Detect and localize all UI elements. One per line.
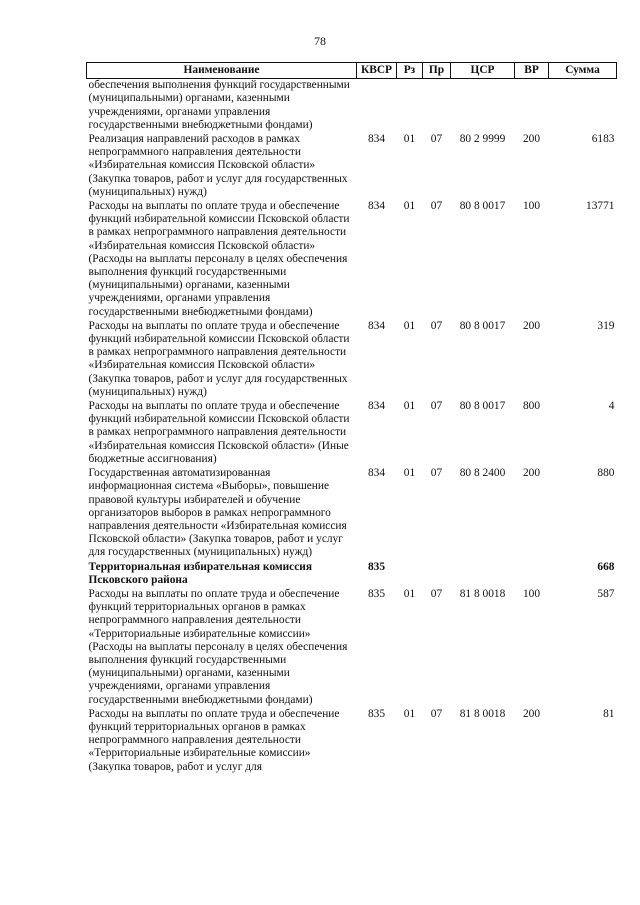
cell-pr xyxy=(423,561,451,588)
cell-sum: 4 xyxy=(608,400,615,413)
cell-csr xyxy=(451,561,515,588)
cell-pr xyxy=(423,79,451,133)
cell-name: Реализация направлений расходов в рамках непрограммного направления деятельности «Избирательная комиссия Псковской области» (Закупка товаров, работ и услуг для государственных (муниципальных) нужд) xyxy=(88,133,348,198)
cell-sum: 81 xyxy=(603,707,615,720)
table-row xyxy=(87,400,617,467)
cell-name: Расходы на выплаты по оплате труда и обеспечение функций территориальных органов в рамках непрограммного направления деятельности «Территориальные избирательные комиссии» (Расходы на выплаты персоналу в целях обеспечения выполнения функций государственными (муниципальными) органами, казенными учреждениями, органами управления государственными внебюджетными фондами) xyxy=(88,587,348,706)
cell-sum: 587 xyxy=(597,587,615,600)
cell-csr: 80 2 9999 xyxy=(459,133,506,146)
cell-sum: 668 xyxy=(597,560,615,573)
table-body xyxy=(87,79,617,775)
cell-name: обеспечения выполнения функций государственными (муниципальными) органами, казенными учреждениями, органами управления государственными внебюджетными фондами) xyxy=(88,79,350,131)
cell-sum: 880 xyxy=(597,467,615,480)
cell-kvsr: 834 xyxy=(367,200,386,213)
cell-rz: 01 xyxy=(403,319,416,332)
cell-sum xyxy=(549,79,617,133)
table-row xyxy=(87,79,617,133)
cell-rz: 01 xyxy=(403,133,416,146)
cell-rz: 01 xyxy=(403,400,416,413)
header-vr: ВР xyxy=(515,63,549,79)
table-row xyxy=(87,200,617,320)
cell-rz xyxy=(397,79,423,133)
cell-vr xyxy=(515,79,549,133)
cell-kvsr: 834 xyxy=(367,133,386,146)
header-kvsr: КВСР xyxy=(357,63,397,79)
cell-csr: 80 8 2400 xyxy=(459,467,506,480)
cell-sum: 13771 xyxy=(586,200,615,213)
table-header-row xyxy=(87,63,617,79)
cell-csr: 80 8 0017 xyxy=(459,200,506,213)
cell-pr: 07 xyxy=(430,200,443,213)
cell-rz xyxy=(397,561,423,588)
cell-vr: 100 xyxy=(522,587,541,600)
table-row xyxy=(87,467,617,560)
cell-sum: 319 xyxy=(597,319,615,332)
cell-name: Расходы на выплаты по оплате труда и обеспечение функций территориальных органов в рамках непрограммного направления деятельности «Территориальные избирательные комиссии» (Закупка товаров, работ и услуг для xyxy=(88,707,340,773)
cell-kvsr: 834 xyxy=(367,400,386,413)
cell-kvsr: 834 xyxy=(367,319,386,332)
cell-kvsr: 835 xyxy=(367,707,386,720)
cell-vr: 200 xyxy=(522,707,541,720)
cell-pr: 07 xyxy=(430,707,443,720)
table-row xyxy=(87,320,617,400)
header-csr: ЦСР xyxy=(451,63,515,79)
cell-name: Государственная автоматизированная информационная система «Выборы», повышение правовой культуры избирателей и обучение организаторов выборов в рамках непрограммного направления деятельности «Избирательная комиссия Псковской области» (Закупка товаров, работ и услуг для государственных (муниципальных) нужд) xyxy=(88,467,347,559)
cell-kvsr: 835 xyxy=(367,560,386,573)
cell-pr: 07 xyxy=(430,587,443,600)
header-name: Наименование xyxy=(87,63,357,79)
cell-csr: 80 8 0017 xyxy=(459,319,506,332)
cell-vr: 800 xyxy=(522,400,541,413)
cell-csr xyxy=(451,79,515,133)
table-row xyxy=(87,588,617,708)
cell-rz: 01 xyxy=(403,707,416,720)
cell-pr: 07 xyxy=(430,319,443,332)
header-rz: Рз xyxy=(397,63,423,79)
cell-pr: 07 xyxy=(430,467,443,480)
budget-table xyxy=(86,62,617,775)
page-number: 78 xyxy=(314,34,326,48)
cell-csr: 81 8 0018 xyxy=(459,587,506,600)
cell-pr: 07 xyxy=(430,133,443,146)
cell-rz: 01 xyxy=(403,467,416,480)
header-sum: Сумма xyxy=(549,63,617,79)
cell-vr: 100 xyxy=(522,200,541,213)
table-row xyxy=(87,133,617,200)
cell-name: Расходы на выплаты по оплате труда и обеспечение функций избирательной комиссии Псковской области в рамках непрограммного направления деятельности «Избирательная комиссия Псковской области» (Расходы на выплаты персоналу в целях обеспечения выполнения функций государственными (муниципальными) органами, казенными учреждениями, органами управления государственными внебюджетными фондами) xyxy=(88,200,350,318)
table-row xyxy=(87,561,617,588)
cell-csr: 80 8 0017 xyxy=(459,400,506,413)
cell-name: Расходы на выплаты по оплате труда и обеспечение функций избирательной комиссии Псковской области в рамках непрограммного направления деятельности «Избирательная комиссия Псковской области» (Закупка товаров, работ и услуг для государственных (муниципальных) нужд) xyxy=(88,319,350,398)
cell-vr xyxy=(515,561,549,588)
cell-name: Территориальная избирательная комиссия Псковского района xyxy=(88,560,312,586)
cell-kvsr: 835 xyxy=(367,587,386,600)
header-pr: Пр xyxy=(423,63,451,79)
cell-name: Расходы на выплаты по оплате труда и обеспечение функций избирательной комиссии Псковской области в рамках непрограммного направления деятельности «Избирательная комиссия Псковской области» (Иные бюджетные ассигнования) xyxy=(88,400,350,465)
cell-vr: 200 xyxy=(522,133,541,146)
cell-kvsr: 834 xyxy=(367,467,386,480)
cell-pr: 07 xyxy=(430,400,443,413)
cell-vr: 200 xyxy=(522,319,541,332)
cell-sum: 6183 xyxy=(591,133,615,146)
table-row xyxy=(87,708,617,775)
cell-rz: 01 xyxy=(403,587,416,600)
cell-kvsr xyxy=(357,79,397,133)
cell-vr: 200 xyxy=(522,467,541,480)
cell-csr: 81 8 0018 xyxy=(459,707,506,720)
cell-rz: 01 xyxy=(403,200,416,213)
